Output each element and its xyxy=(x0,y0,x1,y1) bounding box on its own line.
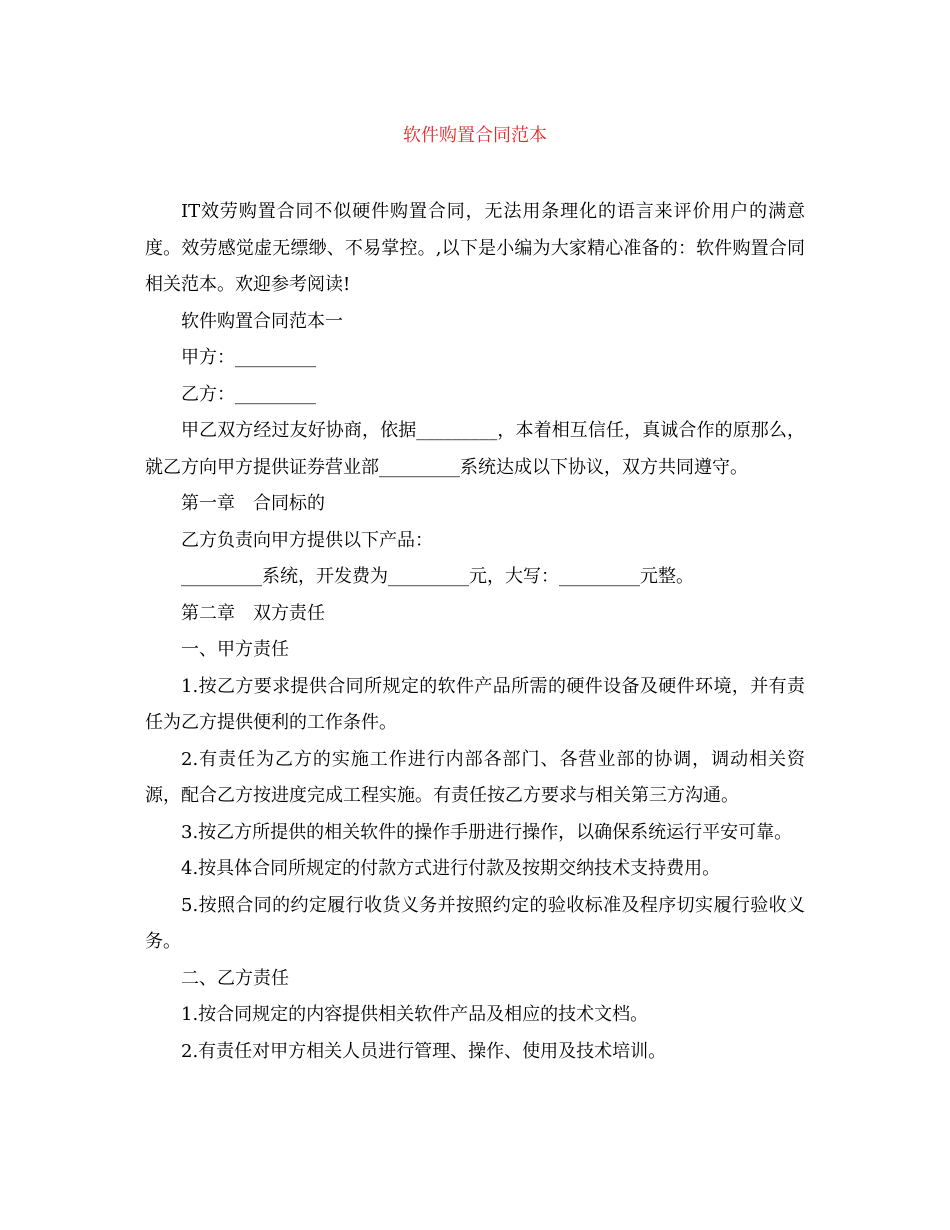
clause-paragraph: 5.按照合同的约定履行收货义务并按照约定的验收标准及程序切实履行验收义务。 xyxy=(145,894,805,952)
chapter-heading: 第二章 双方责任 xyxy=(181,602,325,624)
intro-paragraph: IT效劳购置合同不似硬件购置合同，无法用条理化的语言来评价用户的满意度。效劳感觉虚无缥缈、不易掌控。,以下是小编为大家精心准备的：软件购置合同相关范本。欢迎参考阅读! xyxy=(145,201,805,295)
document-body xyxy=(145,194,805,1070)
subsection-heading: 二、乙方责任 xyxy=(181,967,289,989)
clause-paragraph: _________系统，开发费为_________元，大写：_________元整。 xyxy=(181,566,694,587)
clause-paragraph: 1.按乙方要求提供合同所规定的软件产品所需的硬件设备及硬件环境，并有责任为乙方提供便利的工作条件。 xyxy=(145,675,805,733)
clause-paragraph: 1.按合同规定的内容提供相关软件产品及相应的技术文档。 xyxy=(181,1004,649,1025)
clause-paragraph: 2.有责任对甲方相关人员进行管理、操作、使用及技术培训。 xyxy=(181,1040,667,1062)
subsection-heading: 一、甲方责任 xyxy=(181,639,289,660)
section-heading: 软件购置合同范本一 xyxy=(181,310,343,332)
clause-paragraph: 2.有责任为乙方的实施工作进行内部各部门、各营业部的协调，调动相关资源，配合乙方按进度完成工程实施。有责任按乙方要求与相关第三方沟通。 xyxy=(145,748,805,806)
clause-paragraph: 4.按具体合同所规定的付款方式进行付款及按期交纳技术支持费用。 xyxy=(181,858,721,879)
agreement-paragraph: 甲乙双方经过友好协商，依据_________，本着相互信任，真诚合作的原那么，就乙方向甲方提供证券营业部_________系统达成以下协议，双方共同遵守。 xyxy=(145,420,805,478)
clause-paragraph: 3.按乙方所提供的相关软件的操作手册进行操作，以确保系统运行平安可靠。 xyxy=(181,821,793,843)
party-b-line: 乙方：_________ xyxy=(181,383,316,405)
party-a-line: 甲方：_________ xyxy=(181,347,316,368)
document-title: 软件购置合同范本 xyxy=(403,125,547,146)
chapter-heading: 第一章 合同标的 xyxy=(181,493,325,514)
clause-paragraph: 乙方负责向甲方提供以下产品： xyxy=(181,529,433,551)
